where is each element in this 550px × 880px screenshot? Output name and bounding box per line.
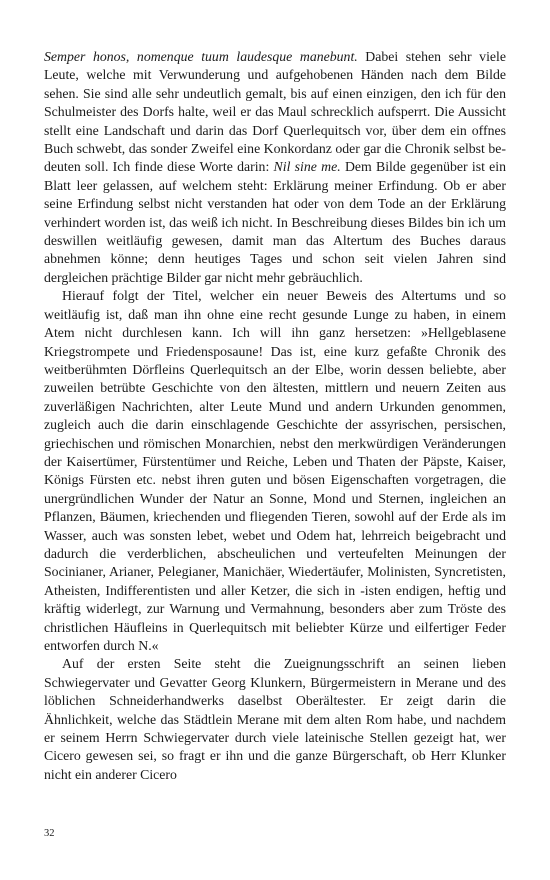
paragraph-text: Dabei stehen sehr viele Leute, welche mit Verwunderung und aufgehobenen Händen nach dem Bilde sehen. Sie sind alle sehr undeutlich gemalt, bis auf einen einzigen, den ich für den Schulmeister des Dorfs halte, weil er das Maul schrecklich aufsperrt. Die Aussicht stellt eine Landschaft und darin das Dorf Querlequitsch vor, über dem ein offnes Buch schwebt, das sonder Zweifel eine Konkordanz oder gar die Chronik selbst bedeuten soll. Ich finde diese Worte darin: [44,49,506,175]
paragraph-text: Dem Bilde gegenüber ist ein Blatt leer gelassen, auf welchem steht: Erklärung meiner Erfindung. Ob er aber seine Erfindung selbst nicht verstanden hat oder von dem Tode an der Erklärung verhindert worden ist, das weiß ich nicht. In Beschreibung dieses Bildes bin ich um deswillen weitläufig gewesen, damit man das Altertum des Buches daraus abnehmen könne; denn heutiges Tages und schon seit vielen Jahren sind dergleichen prächtige Bilder gar nicht mehr gebräuchlich. [44,159,507,285]
page-number: 32 [44,828,55,839]
paragraph-text: Auf der ersten Seite steht die Zueignungsschrift an seinen lieben Schwiegervater und Gevatter Georg Klunkern, Bürgermeistern in Merane und des löblichen Schneiderhandwerks daselbst Oberältester. Er zeigt darin die Ähnlichkeit, welche das Städtlein Merane mit dem alten Rom habe, und nachdem er seinem Herrn Schwiegervater durch viele lateinische Stellen gezeigt hat, wer Cicero gewesen sei, so fragt er ihn und die ganze Bürgerschaft, ob Herr Klunker nicht ein anderer Cicero [44,656,506,782]
latin-quote: Semper honos, nomenque tuum laudesque manebunt. [44,49,358,64]
book-page [44,48,506,784]
latin-motto: Nil sine me. [273,159,341,175]
paragraph-2 [44,287,506,655]
paragraph-text: Hierauf folgt der Titel, welcher ein neuer Beweis des Altertums und so weitläufig ist, daß man ihn ohne eine recht gesunde Lunge zu haben, in einem Atem nicht durchlesen kann. Ich will ihn ganz hersetzen: »Hellgeblasene Kriegstrompete und Friedensposaune! Das ist, eine kurz gefaßte Chronik des weitberühmten Dörfleins Querlequitsch an der Elbe, worin dessen beliebte, aber zuweilen betrübte Geschichte von den ältesten, mittlern und neuern Zeiten aus zuverläßigen Nachrichten, alter Leute Mund und andern Urkunden genommen, zugleich auch die darin einschlagende Geschichte der assyrischen, persischen, griechischen und römischen Monarchien, nebst den merkwürdigen Veränderungen der Kaisertümer, Fürstentümer und Reiche, Leben und Thaten der Päpste, Kaiser, Königs Fürsten etc. nebst ihren guten und bösen Eigenschaften vorgetragen, die unergründlichen Wunder der Natur an Sonne, Mond und Sternen, ingleichen an Pflanzen, Bäumen, kriechenden und fliegenden Tieren, sowohl auf der Erde als im Wasser, auch was sonsten lebet, webet und Odem hat, lehrreich beigebracht und dadurch die verderblichen, abscheulichen und verteufelten Meinungen der Socinianer, Arianer, Pelegianer, Manichäer, Wiedertäufer, Molinisten, Syncretisten, Atheisten, Indifferentisten und aller Ketzer, die sich in -isten endigen, heftig und kräftig widerlegt, zur Warnung und Vermahnung, besonders aber zum Tröste des christlichen Häufleins in Querlequitsch mit beliebter Kürze und eilfertiger Feder entworfen durch N.« [44,288,506,653]
paragraph-3 [44,655,506,784]
paragraph-1 [44,48,506,287]
